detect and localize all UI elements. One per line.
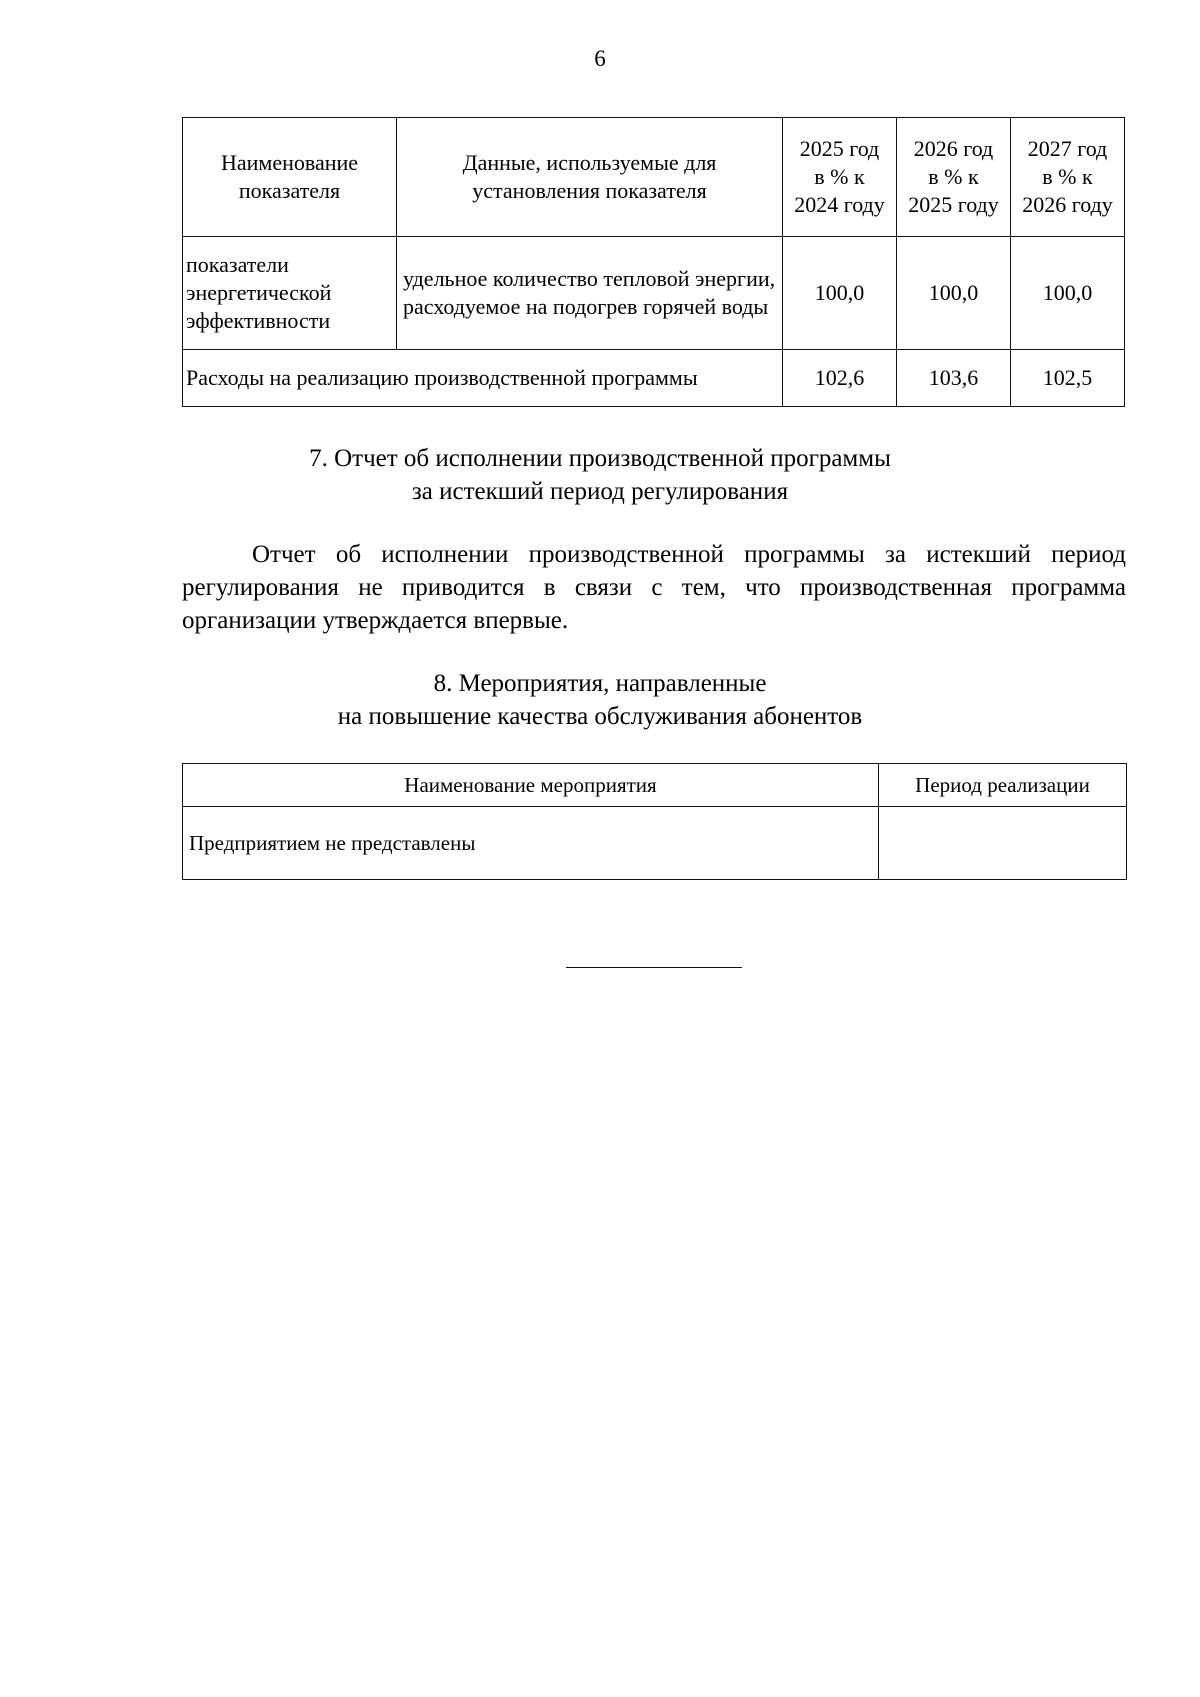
header-measure-name: Наименование мероприятия	[183, 764, 879, 807]
indicators-table	[182, 117, 1125, 407]
indicator-name-cell: показатели энергетической эффективности	[183, 237, 397, 350]
source-data-cell: удельное количество тепловой энергии, расходуемое на подогрев горячей воды	[397, 237, 783, 350]
section-7-title-line2: за истекший период регулирования	[411, 478, 789, 505]
table-row	[183, 237, 1125, 350]
page-number: 6	[594, 46, 606, 71]
table-header-row	[183, 764, 1127, 807]
total-2026-cell: 103,6	[897, 350, 1011, 407]
measures-table	[182, 763, 1127, 880]
total-2027-cell: 102,5	[1011, 350, 1125, 407]
period-cell	[879, 807, 1127, 880]
measure-name-cell: Предприятием не представлены	[183, 807, 879, 880]
header-period: Период реализации	[879, 764, 1127, 807]
value-2027-cell: 100,0	[1011, 237, 1125, 350]
table-header-row	[183, 118, 1125, 237]
table-row	[183, 807, 1127, 880]
header-source-data: Данные, используемые для установления показателя	[397, 118, 783, 237]
total-2025-cell: 102,6	[783, 350, 897, 407]
header-2025: 2025 год в % к 2024 году	[783, 118, 897, 237]
section-8-title	[0, 667, 1200, 733]
header-indicator-name: Наименование показателя	[183, 118, 397, 237]
section-7-paragraph: Отчет об исполнении производственной программы за истекший период регулирования не приводится в связи с тем, что производственная программа организации утверждается впервые.	[182, 541, 1126, 634]
header-2027: 2027 год в % к 2026 году	[1011, 118, 1125, 237]
total-row	[183, 350, 1125, 407]
value-2026-cell: 100,0	[897, 237, 1011, 350]
section-7-title	[0, 442, 1200, 508]
total-label-cell: Расходы на реализацию производственной программы	[183, 350, 783, 407]
section-8-title-line2: на повышение качества обслуживания абонентов	[337, 703, 863, 730]
value-2025-cell: 100,0	[783, 237, 897, 350]
section-7-title-line1: 7. Отчет об исполнении производственной программы	[309, 445, 891, 472]
header-2026: 2026 год в % к 2025 году	[897, 118, 1011, 237]
section-8-title-line1: 8. Мероприятия, направленные	[433, 670, 767, 697]
end-divider-line	[566, 967, 742, 968]
